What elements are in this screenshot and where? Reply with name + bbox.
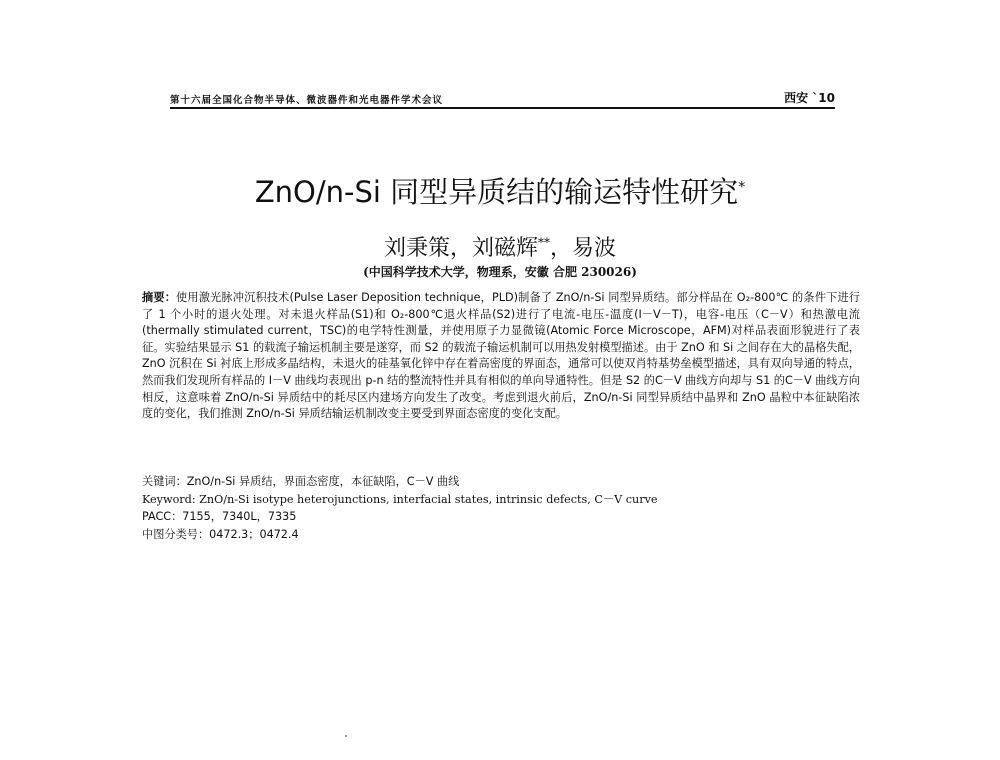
running-header [170, 86, 835, 108]
scan-speck [345, 735, 347, 737]
keywords-english: Keyword: ZnO/n-Si isotype heterojunctions, interfacial states, intrinsic defects, C－V curve [142, 492, 658, 506]
corresponding-author-mark: ** [538, 235, 550, 250]
abstract-label: 摘要： [142, 291, 177, 304]
keywords-chinese: 关键词：ZnO/n-Si 异质结，界面态密度，本征缺陷，C－V 曲线 [142, 475, 460, 488]
keywords-block [142, 473, 860, 543]
header-rule [170, 107, 835, 109]
authors-first: 刘秉策，刘磁辉 [383, 236, 538, 261]
affiliation: (中国科学技术大学，物理系，安徽 合肥 230026) [363, 265, 637, 279]
abstract-text: 使用激光脉冲沉积技术(Pulse Laser Deposition technique，PLD)制备了 ZnO/n-Si 同型异质结。部分样品在 O₂-800℃ 的条件下进行了 1 个小时的退火处理。对未退火样品(S1)和 O₂-800℃退火样品(S2)进行了电流-电压-温度(I－V－T)，电容-电压（C－V）和热激电流(thermally stimulated current，TSC)的电学特性测量，并使用原子力显微镜(Atomic Force Microscope，AFM)对样品表面形貌进行了表征。实验结果显示 S1 的载流子输运机制主要是遂穿，而 S2 的载流子输运机制可以用热发射模型描述。由于 ZnO 和 Si 之间存在大的晶格失配，ZnO 沉积在 Si 衬底上形成多晶结构，未退火的硅基氧化锌中存在着高密度的界面态，通常可以使双肖特基势垒模型描述，具有双向导通的特点，然而我们发现所有样品的 I－V 曲线均表现出 p-n 结的整流特性并具有相似的单向导通特性。但是 S2 的C－V 曲线方向却与 S1 的C－V 曲线方向相反，这意味着 ZnO/n-Si 异质结中的耗尽区内建场方向发生了改变。考虑到退火前后，ZnO/n-Si 同型异质结中晶界和 ZnO 晶粒中本征缺陷浓度的变化，我们推测 ZnO/n-Si 异质结输运机制改变主要受到界面态密度的变化支配。 [142, 291, 860, 421]
title-text: ZnO/n-Si 同型异质结的输运特性研究 [254, 175, 739, 209]
title-footnote-mark: * [738, 179, 746, 196]
pacc-codes: PACC：7155，7340L，7335 [142, 510, 297, 523]
paper-title [0, 170, 1000, 211]
clc-number: 中图分类号：0472.3；0472.4 [142, 527, 299, 541]
conference-name: 第十六届全国化合物半导体、微波器件和光电器件学术会议 [170, 95, 444, 106]
abstract [142, 290, 860, 423]
authors-rest: ，易波 [550, 236, 617, 261]
conference-location-year: 西安 `10 [784, 91, 835, 105]
authors [0, 231, 1000, 262]
